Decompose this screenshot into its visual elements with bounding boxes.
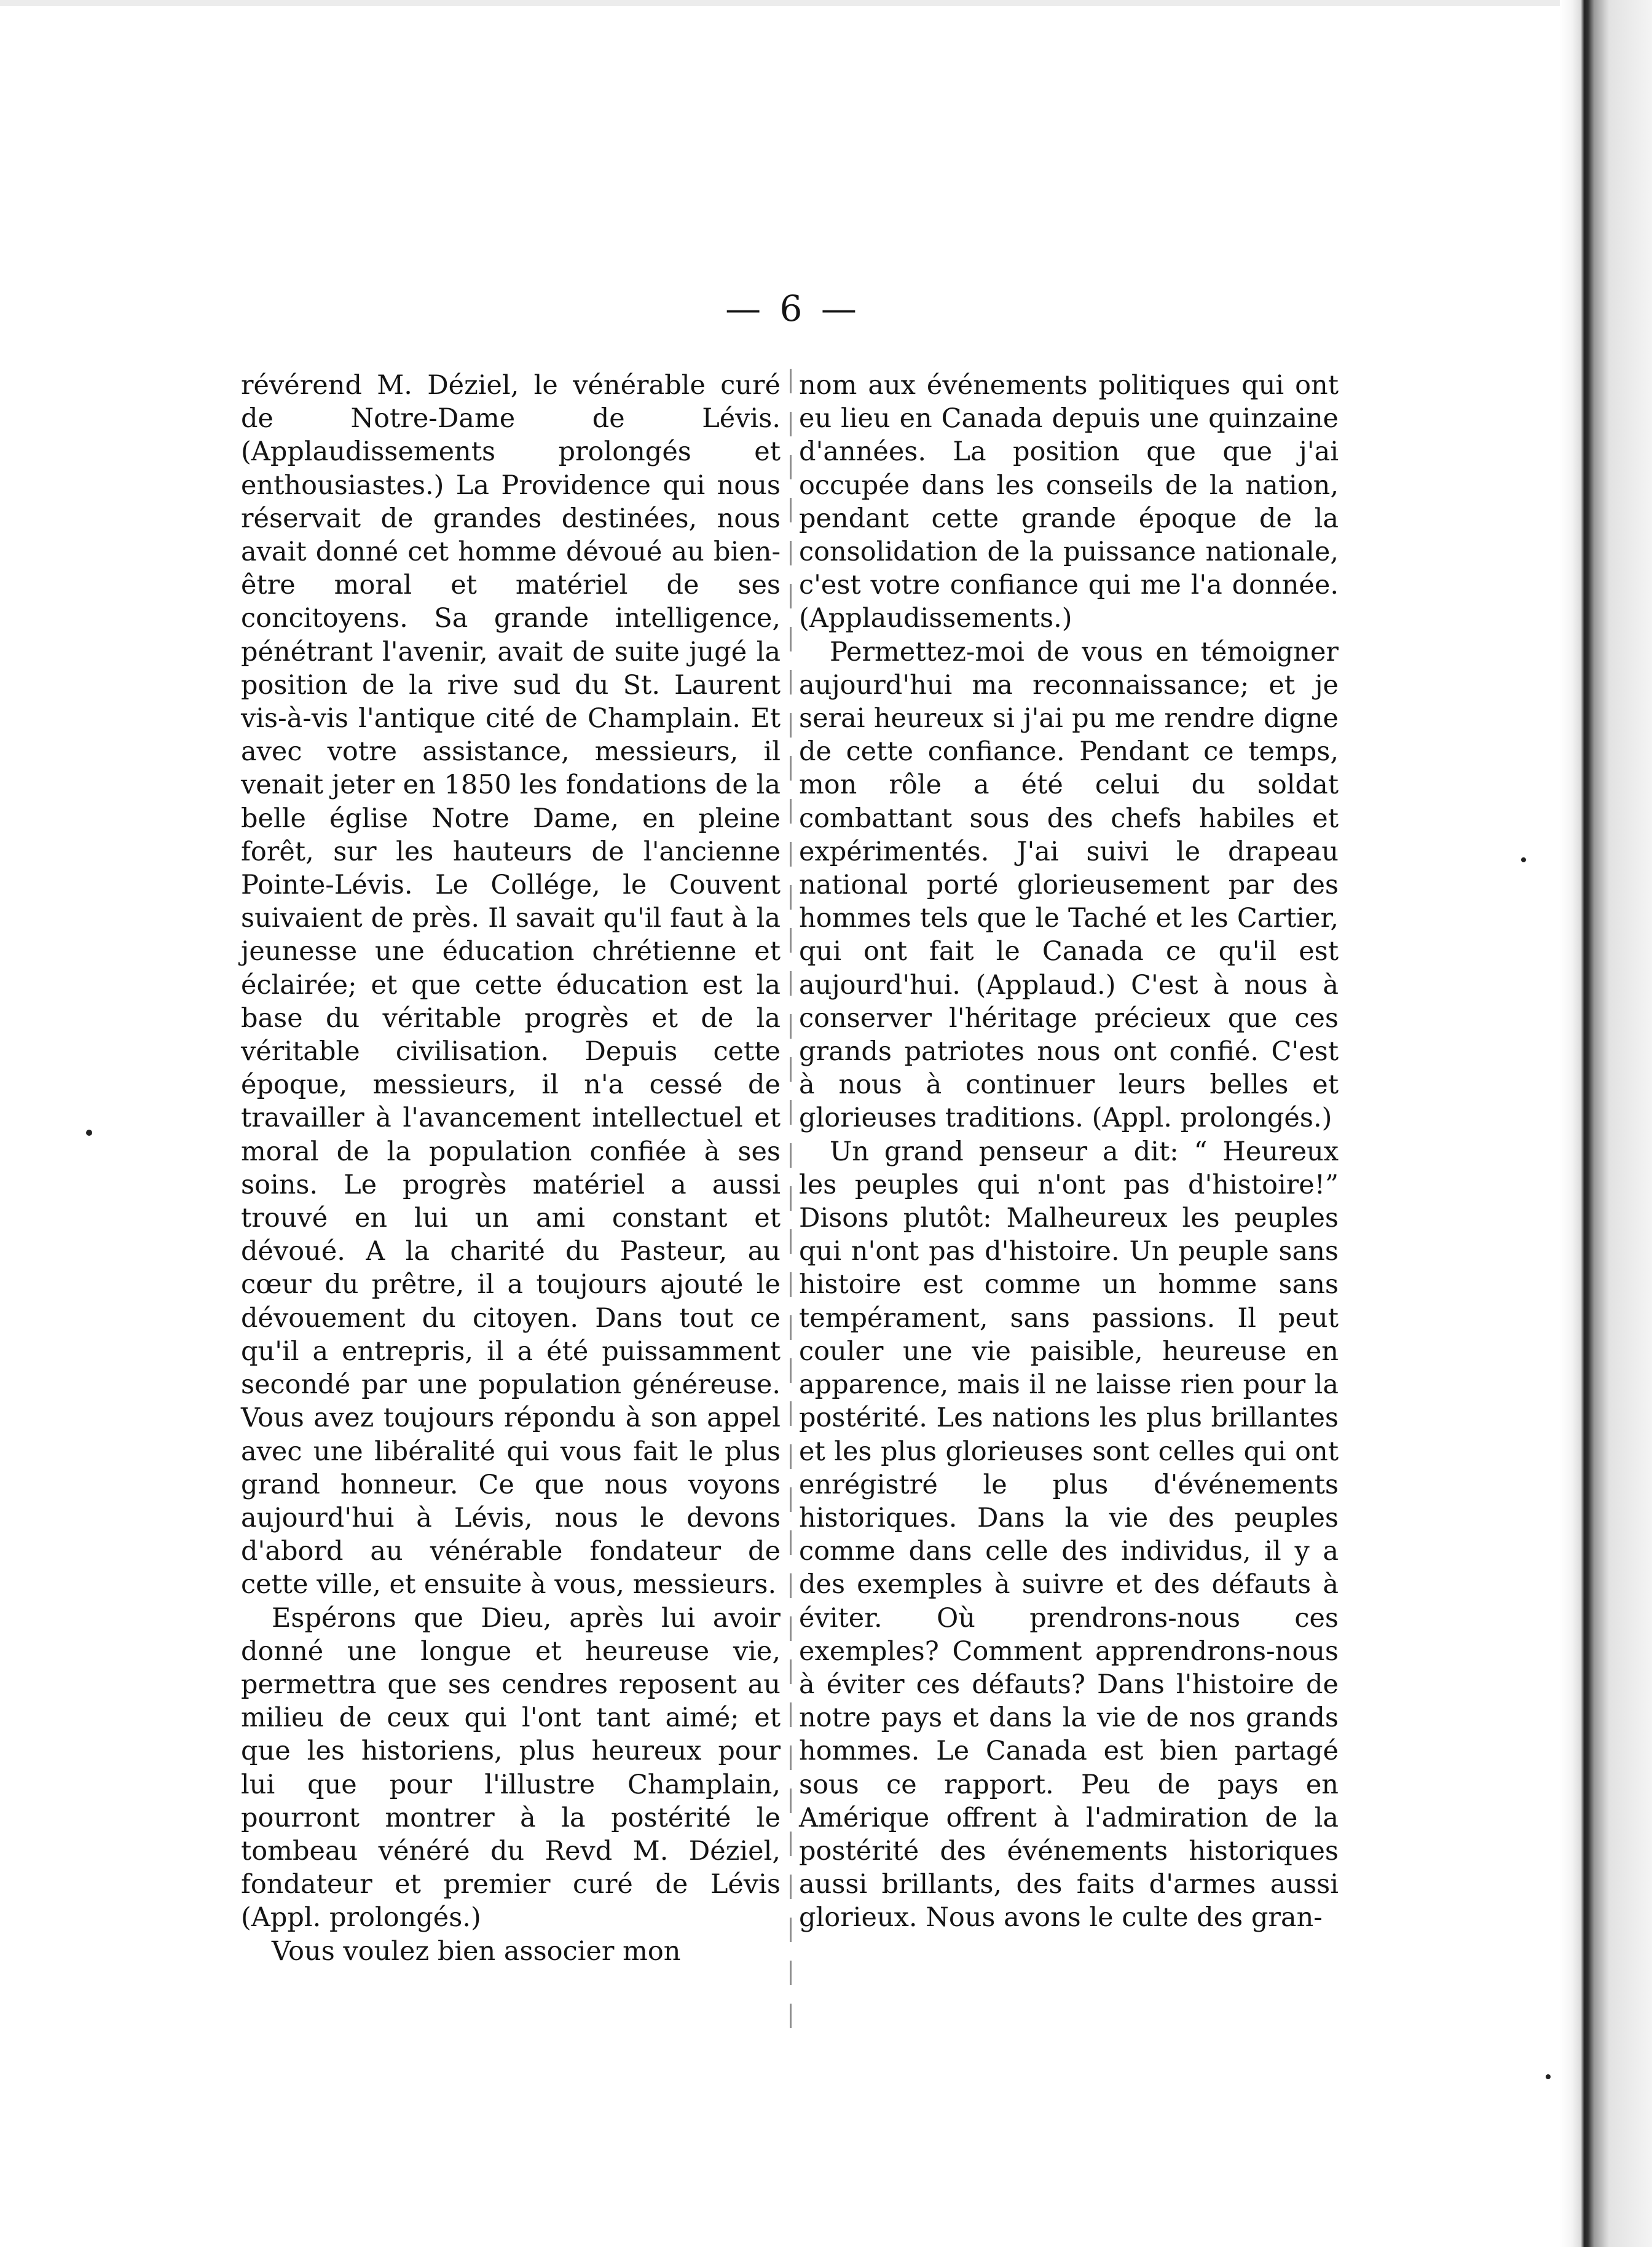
ink-speck — [1521, 857, 1526, 862]
column-divider — [790, 369, 792, 2040]
right-paragraph-2: Permettez-moi de vous en témoigner aujourd'hui ma reconnaissance; et je serai heureux si j'ai pu me rendre digne de cette confiance. Pendant ce temps, mon rôle a été celui du soldat combattant sous des chefs habiles et expérimentés. J'ai suivi le drapeau national porté glorieusement par des hommes tels que le Taché et les Cartier, qui ont fait le Canada ce qu'il est aujourd'hui. (Applaud.) C'est à nous à conserver l'héritage précieux que ces grands patriotes nous ont confié. C'est à nous à continuer leurs belles et glorieuses traditions. (Appl. prolongés.) — [799, 636, 1339, 1134]
ink-speck — [1546, 2074, 1551, 2079]
left-paragraph-2: Espérons que Dieu, après lui avoir donné une longue et heureuse vie, permettra que ses cendres reposent au milieu de ceux qui l'ont tant aimé; et que les historiens, plus heureux pour lui que pour l'illustre Champlain, pourront montrer à la postérité le tombeau vénéré du Revd M. Déziel, fondateur et premier curé de Lévis (Appl. prolongés.) — [241, 1602, 781, 1934]
right-paragraph-1: nom aux événements politiques qui ont eu lieu en Canada depuis une quinzaine d'années. La position que que j'ai occupée dans les conseils de la nation, pendant cette grande époque de la consolidation de la puissance nationale, c'est votre confiance qui me l'a donnée. (Applaudissements.) — [799, 370, 1339, 634]
right-column — [799, 369, 1339, 1935]
ink-speck — [86, 1130, 92, 1136]
page-number: — 6 — — [725, 288, 860, 329]
right-paragraph-3: Un grand penseur a dit: “ Heureux les peuples qui n'ont pas d'histoire!” Disons plutôt: Malheureux les peuples qui n'ont pas d'histoire. Un peuple sans histoire est comme un homme sans tempérament, sans passions. Il peut couler une vie paisible, heureuse en apparence, mais il ne laisse rien pour la postérité. Les nations les plus brillantes et les plus glorieuses sont celles qui ont enrégistré le plus d'événements historiques. Dans la vie des peuples comme dans celle des individus, il y a des exemples à suivre et des défauts à éviter. Où prendrons-nous ces exemples? Comment apprendrons-nous à éviter ces défauts? Dans l'histoire de notre pays et dans la vie de nos grands hommes. Le Canada est bien partagé sous ce rapport. Peu de pays en Amérique offrent à l'admiration de la postérité des événements historiques aussi brillants, des faits d'armes aussi glorieux. Nous avons le culte des gran- — [799, 1136, 1339, 1934]
page-edge-binding — [1560, 0, 1652, 2247]
left-column — [241, 369, 781, 1968]
left-paragraph-3: Vous voulez bien associer mon — [272, 1935, 681, 1967]
left-paragraph-1: révérend M. Déziel, le vénérable curé de Notre-Dame de Lévis. (Applaudissements prolongés et enthousiastes.) La Providence qui nous réservait de grandes destinées, nous avait donné cet homme dévoué au bien-être moral et matériel de ses concitoyens. Sa grande intelligence, pénétrant l'avenir, avait de suite jugé la position de la rive sud du St. Laurent vis-à-vis l'antique cité de Champlain. Et avec votre assistance, messieurs, il venait jeter en 1850 les fondations de la belle église Notre Dame, en pleine forêt, sur les hauteurs de l'ancienne Pointe-Lévis. Le Collége, le Couvent suivaient de près. Il savait qu'il faut à la jeunesse une éducation chrétienne et éclairée; et que cette éducation est la base du véritable progrès et de la véritable civilisation. Depuis cette époque, messieurs, il n'a cessé de travailler à l'avancement intellectuel et moral de la population confiée à ses soins. Le progrès matériel a aussi trouvé en lui un ami constant et dévoué. A la charité du Pasteur, au cœur du prêtre, il a toujours ajouté le dévouement du citoyen. Dans tout ce qu'il a entrepris, il a été puissamment secondé par une population généreuse. Vous avez toujours répondu à son appel avec une libéralité qui vous fait le plus grand honneur. Ce que nous voyons aujourd'hui à Lévis, nous le devons d'abord au vénérable fondateur de cette ville, et ensuite à vous, messieurs. — [241, 370, 781, 1600]
